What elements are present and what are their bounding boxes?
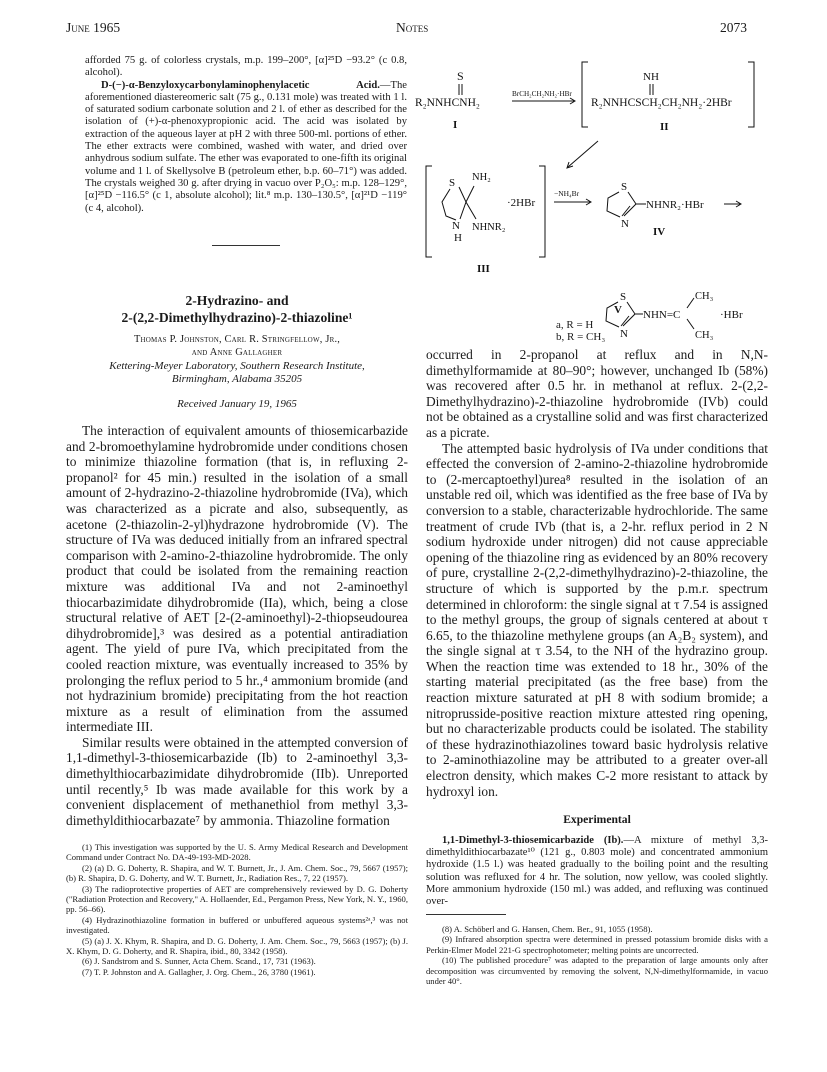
compound-IV-label: IV: [653, 226, 666, 238]
footnote: (10) The published procedure⁷ was adapted to the preparation of large amounts only after decomposition was circumvented by removing the solvent, N,N-dimethylformamide, in vacuo under 40°.: [426, 955, 768, 987]
affiliation: [66, 360, 408, 386]
compound-V-label: V: [614, 304, 622, 316]
experimental-section: [426, 835, 768, 908]
procedure-body: —The aforementioned diastereomeric salt (75 g., 0.131 mole) was treated with 1 l. of saturated sodium carbonate solution and 2 l. of ether as described for the isolation of (+)-α-phenoxypropionic acid. The acid was isolated by extraction of the aqueous layer at pH 2 with three 500-ml. portions of ether. The ether extracts were combined, washed with water, and dried over anhydrous sodium sulfate. The ether was evaporated to one-fifth its original volume and 1 l. of Skellysolve B (petroleum ether, b.p. 60–71°) was added. The crystals weighed 30 g. after drying in vacuo over P₂O₅: m.p. 128–129°, [α]²⁵D −116.5° (c 1, absolute alcohol); lit.⁸ m.p. 130–130.5°, [α]²¹D −119° (c 4, alcohol).: [85, 79, 407, 214]
footnote: (3) The radioprotective properties of AET are comprehensively reviewed by D. G. Doherty ("Radiation Protection and Recovery," A. Hollaender, Ed., Pergamon Press, New York, N. Y., 1960, pp. 56–66).: [66, 883, 408, 915]
procedure-title: D-(−)-α-Benzyloxycarbonylaminophenylacetic Acid.: [101, 79, 380, 91]
amino-label: NH₂: [472, 172, 491, 183]
thiazoline-ring: [607, 192, 636, 217]
methyl-label: CH₃: [695, 330, 714, 341]
nitrogen-label: N: [452, 220, 460, 232]
article-separator: [212, 245, 280, 246]
bracket-right: [539, 166, 545, 257]
right-column-body: [426, 347, 768, 799]
running-head-date: June 1965: [66, 20, 121, 35]
key-line: b, R = CH₃: [556, 331, 606, 343]
body-paragraph: Similar results were obtained in the attempted conversion of 1,1-dimethyl-3-thiosemicarbazide (Ib) to 2-aminoethyl 3,3-dimethylthiocarbazimidate dihydrobromide (IIb). Unreported until recently,⁵ Ib was made available for this work by a convenient displacement of methanethiol from methyl 3,3-dimethyldithiocarbazate⁷ by ammonia. Thiazoline formation: [66, 734, 408, 828]
bracket-left: [582, 62, 588, 127]
article-title: [66, 292, 408, 326]
authors: [66, 333, 408, 359]
page-number: 2073: [720, 20, 747, 35]
bond: [687, 298, 694, 308]
hydrogen-label: H: [454, 232, 462, 244]
salt-label: ·2HBr: [507, 197, 536, 209]
imine-label: NH: [643, 71, 659, 83]
footnote: (6) J. Sandstrom and S. Sunner, Acta Chem. Scand., 17, 731 (1963).: [82, 956, 316, 967]
sulfur-label: S: [449, 177, 456, 189]
footnote-separator: [426, 914, 506, 915]
experimental-heading: Experimental: [563, 813, 631, 826]
compound-I-label: I: [453, 119, 458, 131]
title-line: 2-(2,2-Dimethylhydrazino)-2-thiazoline¹: [121, 310, 353, 325]
author-line: Thomas P. Johnston, Carl R. Stringfellow, Jr.,: [133, 334, 341, 345]
key-line: a, R = H: [556, 319, 594, 331]
body-paragraph: The interaction of equivalent amounts of thiosemicarbazide and 2-bromoethylamine hydrobromide under conditions chosen to minimize thiazoline formation (that is, in refluxing 2-propanol² for 45 min.) resulted in the isolation of a small amount of 2-hydrazino-2-thiazoline hydrobromide (IVa), which was characterized as a picrate and also, subsequently, as acetone (2-thiazolin-2-yl)hydrazone hydrobromide (V). The structure of IVa was deduced initially from an infrared spectral comparison with 2-amino-2-thiazoline hydrobromide. The only product that could be isolated from the remaining reaction mixture was additional IVa and not 2-aminoethyl thiocarbazimidate dihydrobromide (IIa), which, being a close structural relative of AET [2-(2-aminoethyl)-2-thiopseudourea dihydrobromide],³ was desired as a potential antiradiation agent. The yield of pure IVa, which precipitated from the cooled reaction mixture, was eventually increased to 35% by prolonging the reflux period to 5 hr.,⁴ ammonium bromide (and not hydrazinium bromide) precipitating from the hot reaction mixture as a result of elimination from the assumed intermediate III.: [66, 423, 408, 735]
previous-article-tail: [85, 55, 407, 215]
procedure-title: 1,1-Dimethyl-3-thiosemicarbazide (Ib).: [442, 835, 624, 846]
sulfur-label: S: [457, 69, 464, 83]
reaction-scheme: [414, 44, 764, 344]
reaction-arrow: [568, 141, 598, 167]
affiliation-line: Kettering-Meyer Laboratory, Southern Research Institute,: [109, 360, 365, 372]
compound-III-label: III: [477, 263, 490, 275]
compound-II-label: II: [660, 121, 669, 133]
footnote: (8) A. Schöberl and G. Hansen, Chem. Ber., 91, 1055 (1958).: [442, 924, 653, 934]
previous-article-paragraph: [85, 80, 407, 215]
left-column-body: [66, 423, 408, 828]
footnote: (7) T. P. Johnston and A. Gallagher, J. Org. Chem., 26, 3780 (1961).: [82, 966, 316, 977]
running-head-section: Notes: [396, 20, 429, 35]
thiazolidine-ring: [442, 186, 476, 220]
footnotes-left: [66, 842, 408, 977]
footnote: (1) This investigation was supported by the U. S. Army Medical Research and Development Command under Contract No. DA-49-193-MD-2028.: [66, 842, 408, 863]
received-date: Received January 19, 1965: [177, 398, 297, 410]
compound-IV-formula: NHNR₂·HBr: [646, 199, 704, 211]
bracket-right: [748, 62, 754, 127]
bond: [687, 319, 694, 329]
footnote: (2) (a) D. G. Doherty, R. Shapira, and W. T. Burnett, Jr., J. Am. Chem. Soc., 79, 5667 (1957); (b) R. Shapira, D. G. Doherty, and W. T. Burnett, Jr., Radiation Res., 7, 22 (1957).: [66, 862, 408, 884]
salt-label: ·HBr: [720, 309, 743, 321]
nitrogen-label: N: [621, 218, 629, 230]
compound-V-formula: NHN=C: [643, 309, 681, 321]
procedure-body: —A mixture of methyl 3,3-dimethyldithiocarbazate¹⁰ (121 g., 0.803 mole) and concentrated ammonium hydroxide (1.5 l.) was heated gradually to the boiling point and the resulting solution was refluxed for 4 hr. The solution, now yellow, was cooled slightly. More ammonium hydroxide (150 ml.) was added, and refluxing was continued over-: [426, 835, 768, 908]
hydrazino-label: NHNR₂: [472, 222, 506, 233]
nitrogen-label: N: [620, 328, 628, 340]
previous-article-paragraph: afforded 75 g. of colorless crystals, m.p. 199–200°, [α]²⁵D −93.2° (c 0.8, alcohol).: [85, 55, 407, 79]
methyl-label: CH₃: [695, 291, 714, 302]
footnote: (5) (a) J. X. Khym, R. Shapira, and D. G. Doherty, J. Am. Chem. Soc., 79, 5663 (1957); (b) J. X. Khym, D. G. Doherty, and R. Shapira, ibid., 80, 3342 (1958).: [66, 935, 408, 957]
reagent-label: −NH₄Br: [554, 189, 580, 198]
footnote: (9) Infrared absorption spectra were determined in pressed potassium bromide disks with a Perkin-Elmer Model 221-G spectrophotometer; melting points are uncorrected.: [426, 934, 768, 955]
body-paragraph: occurred in 2-propanol at reflux and in N,N-dimethylformamide at 80–90°; however, unchanged Ib (58%) was recovered after 0.5 hr. in methanol at reflux. 2-(2,2-Dimethylhydrazino)-2-thiazoline hydrobromide (IVb) could not be obtained as a crystalline solid and was first characterized as a picrate.: [426, 347, 768, 440]
compound-II-formula: R₂NNHCSCH₂CH₂NH₂·2HBr: [591, 97, 732, 109]
sulfur-label: S: [621, 181, 628, 193]
footnote: (4) Hydrazinothiazoline formation in buffered or unbuffered aqueous systems²ᵃ,³ was not investigated.: [66, 914, 408, 936]
footnotes-right: [426, 924, 768, 986]
reagent-label: BrCH₂CH₂NH₂·HBr: [512, 90, 572, 98]
substituent-key: [556, 319, 605, 343]
affiliation-line: Birmingham, Alabama 35205: [171, 373, 303, 385]
compound-I-formula: R₂NNHCNH₂: [415, 97, 480, 109]
sulfur-label: S: [620, 291, 627, 303]
body-paragraph: The attempted basic hydrolysis of IVa under conditions that effected the conversion of 2-amino-2-thiazoline hydrobromide to (2-mercaptoethyl)urea⁸ resulted in the isolation of an unstable red oil, which was identified as the free base of IVa by conversion to a stable, characterizable hydrochloride. The same treatment of crude IVb (that is, a 2-hr. reflux period in 2 N sodium hydroxide under nitrogen) did not cause appreciable opening of the thiazoline ring as evidenced by an 80% recovery of pure, crystalline 2-(2,2-dimethylhydrazino)-2-thiazoline, the structure of which is supported by the p.m.r. spectrum determined in chloroform: the single signal at τ 7.54 is assigned to the methyl groups, the group of signals centered at about τ 6.65, to the thiazoline methylene groups (an A₂B₂ system), and the single signal at τ 3.54, to the NH of the hydrazino group. When the reaction time was extended to 18 hr., 30% of the starting material precipitated (as the free base) from the reaction mixture saturated at pH 8 with sodium bromide; a nitroprusside-positive reaction mixture attested ring opening, but no characterizable products could be isolated. The stability of these hydrazinothiazolines toward basic hydrolysis relative to 2-aminothiazoline may be attributed to a greater over-all electron density, which makes C-2 more resistant to attack by hydroxyl ion.: [426, 440, 768, 799]
title-line: 2-Hydrazino- and: [185, 293, 289, 308]
author-line: and Anne Gallagher: [191, 347, 283, 358]
bracket-left: [426, 166, 432, 257]
experimental-paragraph: [426, 835, 768, 908]
